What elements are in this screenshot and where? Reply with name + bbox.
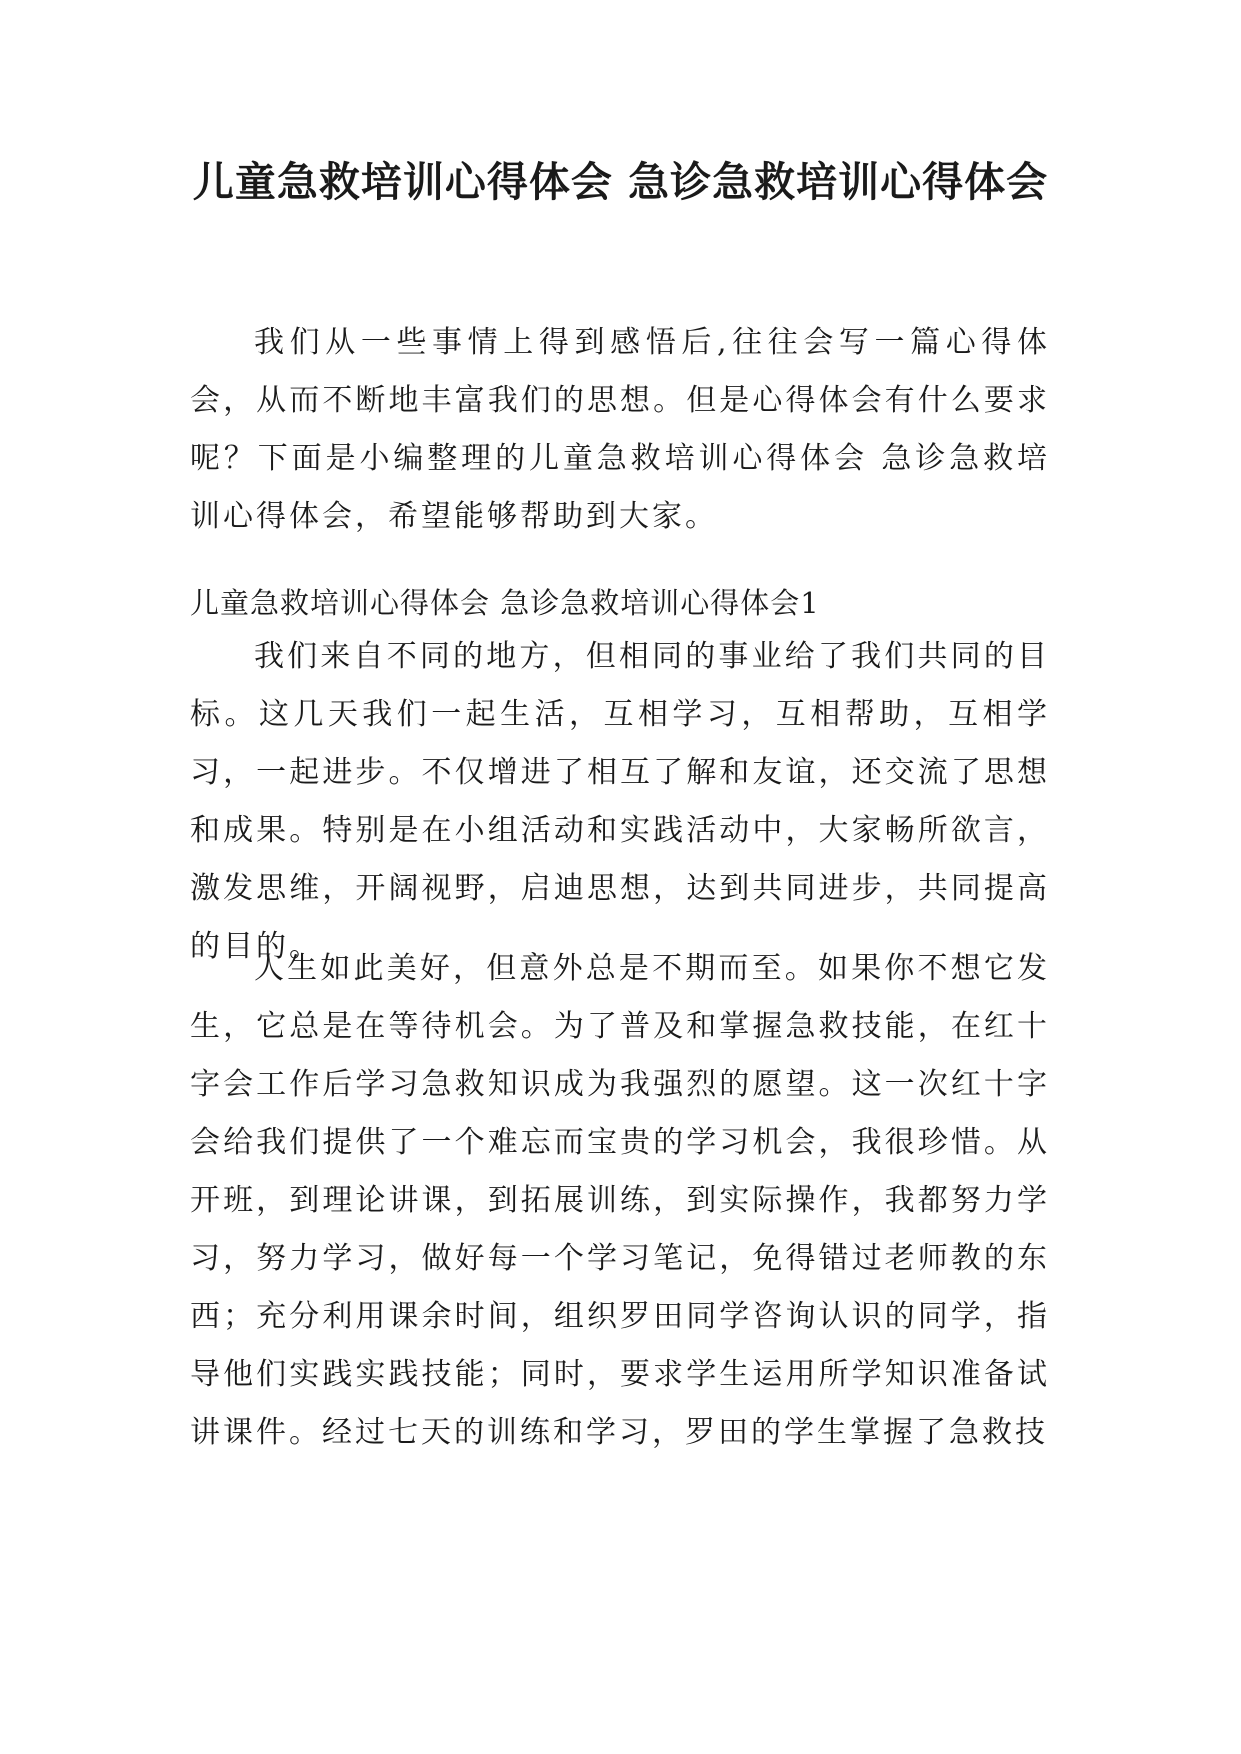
body-paragraph-1: 我们来自不同的地方，但相同的事业给了我们共同的目标。这几天我们一起生活，互相学习，互相帮助，互相学习，一起进步。不仅增进了相互了解和友谊，还交流了思想和成果。特别是在小组活动和实践活动中，大家畅所欲言，激发思维，开阔视野，启迪思想，达到共同进步，共同提高的目的。 xyxy=(190,639,1050,964)
section-heading: 儿童急救培训心得体会 急诊急救培训心得体会1 xyxy=(190,586,820,620)
body-paragraph-2: 人生如此美好，但意外总是不期而至。如果你不想它发生，它总是在等待机会。为了普及和掌握急救技能，在红十字会工作后学习急救知识成为我强烈的愿望。这一次红十字会给我们提供了一个难忘而宝贵的学习机会，我很珍惜。从开班，到理论讲课，到拓展训练，到实际操作，我都努力学习，努力学习，做好每一个学习笔记，免得错过老师教的东西；充分利用课余时间，组织罗田同学咨询认识的同学，指导他们实践实践技能；同时，要求学生运用所学知识准备试讲课件。经过七天的训练和学习，罗田的学生掌握了急救技 xyxy=(190,951,1050,1450)
intro-paragraph: 我们从一些事情上得到感悟后,往往会写一篇心得体会，从而不断地丰富我们的思想。但是心得体会有什么要求呢？下面是小编整理的儿童急救培训心得体会 急诊急救培训心得体会，希望能够帮助到大家。 xyxy=(190,325,1050,534)
page-title: 儿童急救培训心得体会 急诊急救培训心得体会 xyxy=(192,158,1049,206)
